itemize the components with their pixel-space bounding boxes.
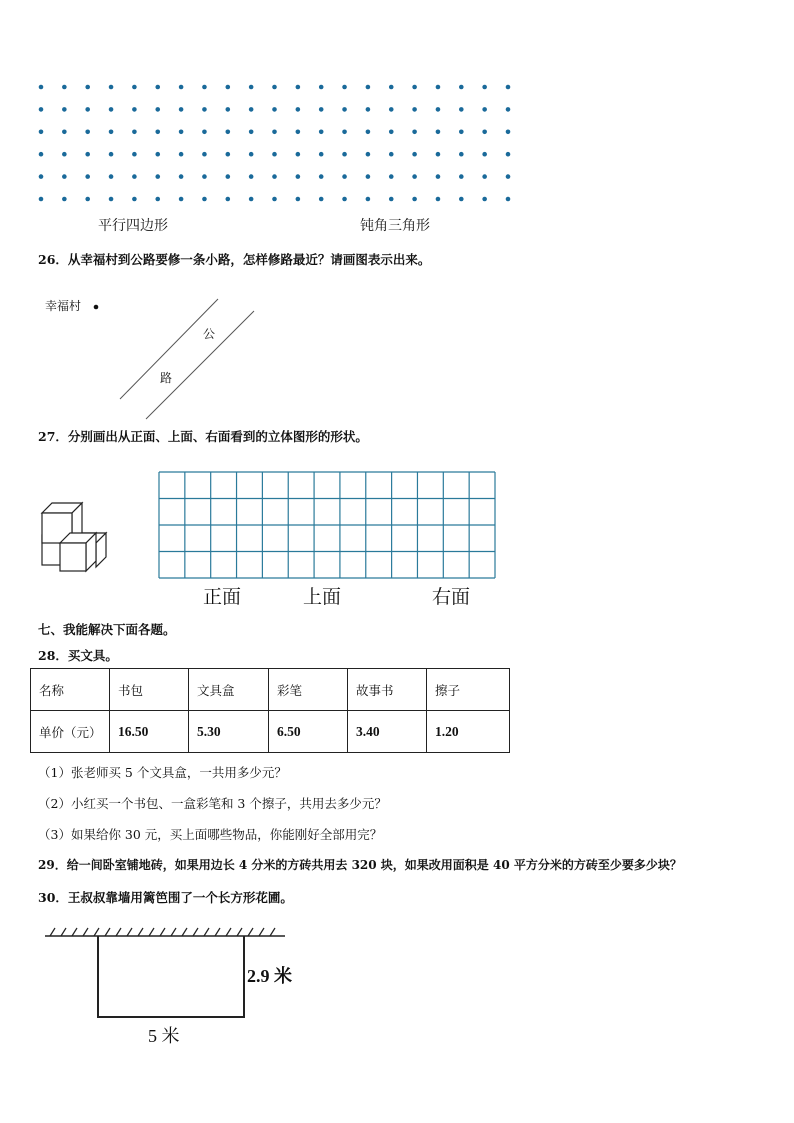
grid-dot [132, 107, 137, 112]
grid-dot [366, 197, 371, 202]
grid-dot [62, 107, 67, 112]
grid-dot [155, 107, 160, 112]
grid-dot [319, 197, 324, 202]
grid-dot [179, 152, 184, 157]
grid-dot [249, 107, 254, 112]
cube-figure [38, 495, 118, 575]
grid-dot [109, 152, 114, 157]
table-cell: 3.40 [348, 711, 427, 753]
wall-hatch [149, 928, 154, 936]
grid-dot [506, 174, 511, 179]
grid-dot [412, 152, 417, 157]
table-cell: 5.30 [189, 711, 269, 753]
grid-dot [226, 174, 231, 179]
grid-dot [506, 130, 511, 135]
table-cell: 擦子 [427, 669, 510, 711]
grid-dot [436, 85, 441, 90]
front-view-label: 正面 [203, 586, 242, 608]
grid-dot [296, 197, 301, 202]
grid-dot [39, 130, 44, 135]
grid-dot [459, 152, 464, 157]
question-26: 26．从幸福村到公路要修一条小路，怎样修路最近？请画图表示出来。 [38, 252, 431, 267]
wall-hatch [215, 928, 220, 936]
question-27: 27．分别画出从正面、上面、右面看到的立体图形的形状。 [38, 429, 368, 444]
wall-hatch [116, 928, 121, 936]
grid-dot [482, 174, 487, 179]
wall-hatch [193, 928, 198, 936]
wall-hatch [160, 928, 165, 936]
grid-dot [319, 174, 324, 179]
wall-hatch [226, 928, 231, 936]
grid-dot [272, 152, 277, 157]
table-cell: 书包 [110, 669, 189, 711]
grid-dot [412, 85, 417, 90]
obtuse-triangle-label: 钝角三角形 [360, 218, 430, 234]
table-cell: 16.50 [110, 711, 189, 753]
table-cell: 文具盒 [189, 669, 269, 711]
parallelogram-label: 平行四边形 [98, 218, 168, 234]
grid-dot [132, 130, 137, 135]
grid-dot [412, 174, 417, 179]
grid-dot [319, 85, 324, 90]
grid-dot [506, 152, 511, 157]
grid-dot [226, 130, 231, 135]
grid-dot [226, 197, 231, 202]
grid-dot [482, 152, 487, 157]
grid-dot [155, 85, 160, 90]
width-label: 2.9 米 [247, 966, 292, 986]
grid-dot [39, 107, 44, 112]
grid-dot [272, 174, 277, 179]
grid-dot [272, 197, 277, 202]
grid-dot [155, 152, 160, 157]
question-29: 29．给一间卧室铺地砖，如果用边长 4 分米的方砖共用去 320 块，如果改用面积是 40 平方分米的方砖至少要多少块？ [38, 858, 682, 872]
grid-dot [179, 107, 184, 112]
grid-dot [366, 107, 371, 112]
grid-dot [319, 107, 324, 112]
section-title: 七、我能解决下面各题。 [38, 622, 176, 637]
wall-hatch [204, 928, 209, 936]
grid-dot [85, 107, 90, 112]
grid-dot [389, 152, 394, 157]
table-cell: 6.50 [269, 711, 348, 753]
grid-dot [296, 130, 301, 135]
grid-dot [179, 85, 184, 90]
grid-dot [249, 197, 254, 202]
grid-dot [272, 130, 277, 135]
grid-dot [85, 174, 90, 179]
grid-dot [39, 85, 44, 90]
table-cell: 彩笔 [269, 669, 348, 711]
grid-dot [85, 85, 90, 90]
grid-dot [109, 174, 114, 179]
road-diagram [90, 295, 270, 425]
grid-dot [459, 85, 464, 90]
grid-dot [412, 107, 417, 112]
grid-dot [436, 152, 441, 157]
grid-dot [436, 174, 441, 179]
grid-dot [249, 85, 254, 90]
grid-dot [482, 107, 487, 112]
grid-dot [132, 85, 137, 90]
grid-dot [436, 197, 441, 202]
grid-dot [62, 85, 67, 90]
grid-dot [62, 197, 67, 202]
grid-dot [459, 174, 464, 179]
wall-hatch [50, 928, 55, 936]
grid-dot [132, 197, 137, 202]
grid-dot [202, 85, 207, 90]
grid-dot [249, 152, 254, 157]
village-label: 幸福村 [45, 299, 82, 313]
grid-dot [272, 85, 277, 90]
grid-dot [296, 107, 301, 112]
grid-dot [389, 130, 394, 135]
grid-dot [155, 174, 160, 179]
grid-dot [62, 174, 67, 179]
grid-dot [342, 174, 347, 179]
grid-dot [179, 130, 184, 135]
grid-dot [39, 174, 44, 179]
grid-dot [109, 130, 114, 135]
road-char-gong: 公 [203, 327, 216, 341]
grid-dot [506, 107, 511, 112]
grid-dot [85, 130, 90, 135]
grid-dot [482, 85, 487, 90]
grid-dot [506, 85, 511, 90]
grid-dot [249, 130, 254, 135]
q28-sub-1: （1）张老师买 5 个文具盒，一共用多少元？ [38, 765, 287, 780]
wall-hatch [270, 928, 275, 936]
grid-dot [296, 85, 301, 90]
question-28: 28．买文具。 [38, 648, 118, 663]
grid-dot [412, 130, 417, 135]
wall-hatch [61, 928, 66, 936]
grid-dot [109, 85, 114, 90]
grid-dot [342, 130, 347, 135]
wall-hatch [259, 928, 264, 936]
price-table [30, 668, 510, 753]
drawing-grid[interactable] [157, 470, 497, 580]
dot-grid [30, 80, 520, 210]
fence [98, 936, 244, 1017]
grid-dot [319, 152, 324, 157]
grid-dot [85, 197, 90, 202]
table-row [31, 711, 510, 753]
grid-dot [85, 152, 90, 157]
grid-dot [202, 107, 207, 112]
table-cell: 故事书 [348, 669, 427, 711]
table-cell: 单价（元） [31, 711, 110, 753]
grid-dot [459, 197, 464, 202]
grid-dot [436, 107, 441, 112]
wall-hatch [237, 928, 242, 936]
grid-dot [226, 152, 231, 157]
grid-dot [482, 130, 487, 135]
table-header-row [31, 669, 510, 711]
table-cell: 1.20 [427, 711, 510, 753]
grid-dot [179, 174, 184, 179]
wall-hatch [72, 928, 77, 936]
grid-dot [506, 197, 511, 202]
grid-dot [366, 174, 371, 179]
grid-dot [342, 197, 347, 202]
grid-dot [202, 197, 207, 202]
grid-dot [39, 152, 44, 157]
q28-sub-2: （2）小红买一个书包、一盒彩笔和 3 个擦子，共用去多少元？ [38, 796, 387, 811]
grid-dot [459, 130, 464, 135]
village-point [94, 305, 99, 310]
grid-dot [389, 85, 394, 90]
grid-dot [62, 130, 67, 135]
grid-dot [226, 85, 231, 90]
grid-dot [482, 197, 487, 202]
right-view-label: 右面 [432, 586, 471, 608]
wall-hatch [138, 928, 143, 936]
grid-dot [436, 130, 441, 135]
grid-dot [366, 152, 371, 157]
grid-dot [39, 197, 44, 202]
grid-dot [412, 197, 417, 202]
wall-hatch [127, 928, 132, 936]
grid-dot [296, 152, 301, 157]
grid-dot [155, 130, 160, 135]
length-label: 5 米 [148, 1026, 180, 1046]
grid-dot [132, 152, 137, 157]
wall-hatch [171, 928, 176, 936]
question-30: 30．王叔叔靠墙用篱笆围了一个长方形花圃。 [38, 890, 293, 905]
wall-hatch [182, 928, 187, 936]
grid-dot [132, 174, 137, 179]
grid-dot [202, 130, 207, 135]
grid-dot [109, 107, 114, 112]
grid-dot [272, 107, 277, 112]
grid-dot [109, 197, 114, 202]
grid-dot [342, 107, 347, 112]
grid-dot [62, 152, 67, 157]
grid-dot [249, 174, 254, 179]
grid-dot [366, 130, 371, 135]
grid-dot [389, 107, 394, 112]
grid-dot [342, 152, 347, 157]
grid-dot [342, 85, 347, 90]
grid-dot [389, 197, 394, 202]
grid-dot [319, 130, 324, 135]
grid-dot [389, 174, 394, 179]
road-char-lu: 路 [160, 371, 173, 385]
wall-hatch [83, 928, 88, 936]
grid-dot [226, 107, 231, 112]
grid-dot [179, 197, 184, 202]
grid-dot [296, 174, 301, 179]
grid-dot [459, 107, 464, 112]
table-cell: 名称 [31, 669, 110, 711]
grid-dot [366, 85, 371, 90]
top-view-label: 上面 [303, 586, 342, 608]
wall-hatch [94, 928, 99, 936]
road-edge-2 [146, 311, 254, 419]
grid-dot [202, 174, 207, 179]
grid-dot [155, 197, 160, 202]
wall-hatch [248, 928, 253, 936]
wall-hatch [105, 928, 110, 936]
q28-sub-3: （3）如果给你 30 元，买上面哪些物品，你能刚好全部用完？ [38, 827, 383, 842]
grid-dot [202, 152, 207, 157]
